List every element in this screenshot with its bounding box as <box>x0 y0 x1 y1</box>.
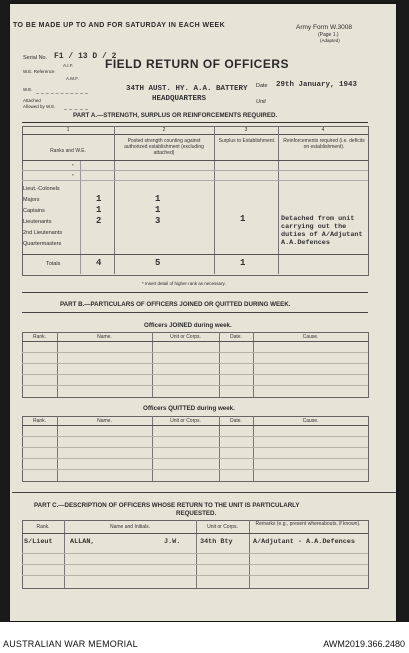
col-number: 3 <box>244 127 248 133</box>
entry-unit: 34th Bty <box>200 538 233 546</box>
totals-label: Totals <box>46 261 61 267</box>
joined-col-name: Name. <box>97 334 112 340</box>
col-divider <box>278 126 279 274</box>
col-number: 1 <box>66 127 70 133</box>
total-we: 4 <box>96 258 102 268</box>
rank-quartermasters: Quartermasters <box>23 241 62 247</box>
col-header-posted: Posted strength counting against authorized establishment (excluding attached) <box>124 138 204 156</box>
row-rule <box>22 180 368 181</box>
part-b-rule <box>22 292 368 293</box>
date-value: 29th January, 1943 <box>276 81 358 89</box>
joined-col-date: Date. <box>230 334 242 340</box>
army-form-number: Army Form W.3008 <box>296 24 352 31</box>
asterisk-row: * <box>72 163 74 168</box>
quitted-title: Officers QUITTED during week. <box>143 405 235 412</box>
col-header-surplus: Surplus to Establishment. <box>218 138 276 144</box>
unit-label: Unit <box>256 99 266 105</box>
rank-captains: Captains <box>23 208 45 214</box>
serial-label: Serial No. <box>23 55 48 61</box>
posted-lieutenants: 3 <box>155 216 161 226</box>
rank-majors: Majors <box>23 197 40 203</box>
header-rule <box>22 425 368 426</box>
remark-line: carrying out the <box>281 223 347 231</box>
we-majors: 1 <box>96 194 102 204</box>
remark-line: duties of A/Adjutant <box>281 231 363 239</box>
we-reference-label: W.E. Reference <box>23 69 55 74</box>
form-title: FIELD RETURN OF OFFICERS <box>105 57 289 71</box>
remark-line: A.A.Defences <box>281 239 330 247</box>
attached-label: Attached <box>23 98 41 103</box>
quitted-col-date: Date. <box>230 418 242 424</box>
total-surplus: 1 <box>240 258 246 268</box>
unit-name: 34TH AUST. HY. A.A. BATTERY <box>126 85 248 93</box>
totals-rule <box>22 254 368 255</box>
date-label: Date <box>256 83 268 89</box>
col-divider <box>64 520 65 588</box>
part-c-col-remarks: Remarks (e.g., present whereabouts, if known). <box>255 521 361 527</box>
row-rule <box>22 564 368 565</box>
entry-initials: J.W. <box>164 538 181 546</box>
row-rule <box>22 447 368 448</box>
allowed-line <box>64 109 88 110</box>
page-number: (Page 1.) <box>318 32 339 38</box>
footnote: * Insert detail of higher rank as necessary. <box>142 281 226 286</box>
quitted-col-name: Name. <box>97 418 112 424</box>
rank-2nd-lieutenants: 2nd Lieutenants <box>23 230 63 236</box>
col-divider <box>249 520 250 588</box>
rank-lieut-colonels: Lieut.-Colonels <box>23 186 60 192</box>
asterisk-row: * <box>72 173 74 178</box>
form-edition: (Adapted) <box>320 38 340 43</box>
remark-line: Detached from unit <box>281 215 355 223</box>
row-rule <box>22 363 368 364</box>
part-c-title-cont: REQUESTED. <box>176 510 217 517</box>
joined-col-rank: Rank. <box>32 334 47 340</box>
row-rule <box>22 352 368 353</box>
row-rule <box>22 575 368 576</box>
part-c-col-unit: Unit or Corps. <box>207 524 238 530</box>
part-b-rule <box>22 312 368 313</box>
col-divider <box>114 126 115 274</box>
header-rule <box>22 341 368 342</box>
part-c-rule <box>12 492 396 493</box>
row-rule <box>22 170 368 171</box>
serial-value: F1 / 13 D / 2 <box>54 52 117 61</box>
part-c-col-rank: Rank. <box>36 524 50 530</box>
part-c-col-name: Name and Initials. <box>109 524 151 530</box>
quitted-col-unit: Unit or Corps. <box>170 418 201 424</box>
col-header-reinforcements: Reinforcements required (i.e. deficits on establishment). <box>283 138 365 150</box>
posted-majors: 1 <box>155 194 161 204</box>
joined-col-cause: Cause. <box>302 334 319 340</box>
joined-title: Officers JOINED during week. <box>144 322 232 329</box>
row-rule <box>22 469 368 470</box>
we-lieutenants: 2 <box>96 216 102 226</box>
col-number-rule <box>22 134 368 135</box>
total-posted: 5 <box>155 258 161 268</box>
entry-name: ALLAN, <box>70 538 95 546</box>
amf-label: A.M.F. <box>66 76 79 81</box>
posted-captains: 1 <box>155 205 161 215</box>
quitted-col-rank: Rank. <box>32 418 47 424</box>
surplus-lieutenants: 1 <box>240 214 246 224</box>
sub-divider <box>80 160 81 274</box>
col-divider <box>214 126 215 274</box>
unit-subname: HEADQUARTERS <box>152 95 207 103</box>
we-label: W.E. <box>23 87 33 92</box>
row-rule <box>22 553 368 554</box>
entry-rank: S/Lieut <box>24 538 53 546</box>
row-rule <box>22 374 368 375</box>
row-rule <box>22 458 368 459</box>
aif-label: A.I.F. <box>63 63 74 68</box>
quitted-col-cause: Cause. <box>302 418 319 424</box>
top-instruction: TO BE MADE UP TO AND FOR SATURDAY IN EACH WEEK <box>13 22 226 29</box>
we-captains: 1 <box>96 205 102 215</box>
part-c-title: PART C.—DESCRIPTION OF OFFICERS WHOSE RETURN TO THE UNIT IS PARTICULARLY <box>34 502 300 509</box>
part-a-top-rule <box>22 122 368 123</box>
part-b-title: PART B.—PARTICULARS OF OFFICERS JOINED OR QUITTED DURING WEEK. <box>60 301 291 308</box>
col-number: 4 <box>321 127 325 133</box>
rank-lieutenants: Lieutenants <box>23 219 52 225</box>
entry-remarks: A/Adjutant - A.A.Defences <box>253 538 355 546</box>
col-divider <box>196 520 197 588</box>
col-number: 2 <box>162 127 166 133</box>
footer-bar <box>0 622 409 653</box>
allowed-label: Allowed by W.E. <box>23 104 56 109</box>
we-line <box>36 93 88 94</box>
header-rule <box>22 533 368 534</box>
row-rule <box>22 436 368 437</box>
part-a-title: PART A.—STRENGTH, SURPLUS OR REINFORCEMENTS REQUIRED. <box>73 112 278 119</box>
col-header-ranks: Ranks and W.E. <box>50 148 86 154</box>
joined-col-unit: Unit or Corps. <box>170 334 201 340</box>
footer-accession-number: AWM2019.366.2480 <box>323 639 405 649</box>
header-rule <box>22 160 368 161</box>
footer-institution: AUSTRALIAN WAR MEMORIAL <box>3 639 138 649</box>
row-rule <box>22 385 368 386</box>
